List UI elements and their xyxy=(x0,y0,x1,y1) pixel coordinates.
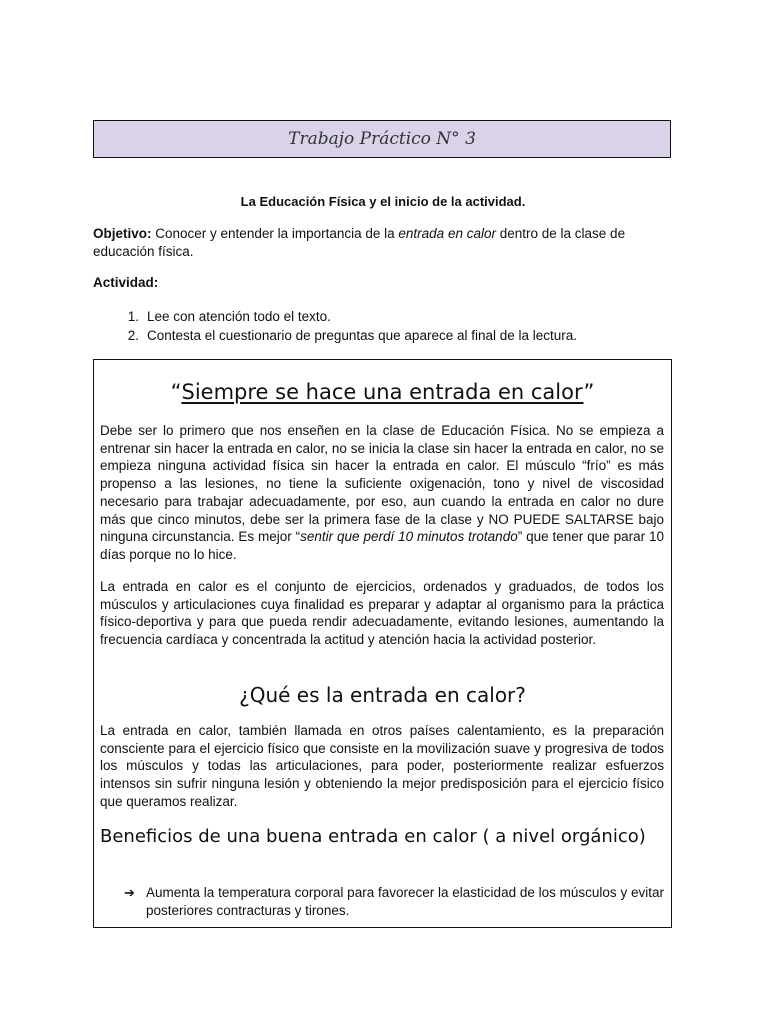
paragraph-1-text-end: ” que tener que parar 10 días porque no lo hice. xyxy=(100,529,664,562)
list-item xyxy=(93,326,673,345)
paragraph-3: La entrada en calor, también llamada en otros países calentamiento, es la preparación consciente para el ejercicio físico que consiste en la movilización suave y progresiva de todos los músculos y todas las articulaciones, para poder, posteriormente realizar esfuerzos intensos sin sufrir ninguna lesión y obteniendo la mejor predisposición para el ejercicio físico que queramos realizar. xyxy=(100,723,664,809)
step-text: Contesta el cuestionario de preguntas que aparece al final de la lectura. xyxy=(147,328,578,343)
objective-paragraph xyxy=(93,225,673,261)
step-text: Lee con atención todo el texto. xyxy=(147,309,331,324)
document-subtitle: La Educación Física y el inicio de la actividad. xyxy=(240,194,526,209)
list-item xyxy=(124,884,664,920)
page-title: Trabajo Práctico N° 3 xyxy=(288,129,476,149)
step-number: 2. xyxy=(127,328,139,343)
objective-text-after: dentro de la clase de educación física. xyxy=(93,226,626,259)
question-heading: ¿Qué es la entrada en calor? xyxy=(239,683,526,707)
objective-label: Objetivo: xyxy=(93,226,152,241)
reading-box xyxy=(93,359,672,928)
heading-text: Siempre se hace una entrada en calor xyxy=(181,380,584,404)
activity-label: Actividad: xyxy=(93,275,159,290)
activity-steps xyxy=(93,307,673,345)
objective-emphasis: entrada en calor xyxy=(398,226,496,241)
heading-close-quote: ” xyxy=(583,380,595,404)
benefits-heading: Beneficios de una buena entrada en calor ( a nivel orgánico) xyxy=(100,826,646,847)
heading-open-quote: “ xyxy=(170,380,182,404)
objective-text-before: Conocer y entender la importancia de la xyxy=(151,226,399,241)
paragraph-1-text: Debe ser lo primero que nos enseñen en la clase de Educación Física. No se empieza a entrenar sin hacer la entrada en calor, no se inicia la clase sin hacer la entrada en calor, no se empieza ninguna actividad física sin hacer la entrada en calor. El músculo “frío” es más propenso a las lesiones, no tiene la suficiente oxigenación, tono y nivel de viscosidad necesario para trabajar adecuadamente, por eso, aun cuando la entrada en calor no dure más que cinco minutos, debe ser la primera fase de la clase y NO PUEDE SALTARSE bajo ninguna circunstancia. Es mejor “ xyxy=(100,423,664,545)
right-arrow-icon: ➔ xyxy=(124,885,135,900)
bullet-text: Aumenta la temperatura corporal para favorecer la elasticidad de los músculos y evitar posteriores contracturas y tirones. xyxy=(146,885,664,918)
step-number: 1. xyxy=(127,309,139,324)
paragraph-1-emphasis: sentir que perdí 10 minutos trotando xyxy=(300,529,518,545)
paragraph-2: La entrada en calor es el conjunto de ejercicios, ordenados y graduados, de todos los músculos y articulaciones cuya finalidad es preparar y adaptar al organismo para la práctica físico-deportiva y para que pueda rendir adecuadamente, evitando lesiones, aumentando la frecuencia cardíaca y concentrada la actitud y atención hacia la actividad posterior. xyxy=(100,579,664,648)
list-item xyxy=(93,307,673,326)
reading-heading xyxy=(94,380,671,404)
paragraph-1 xyxy=(100,422,664,564)
title-banner xyxy=(93,120,671,158)
